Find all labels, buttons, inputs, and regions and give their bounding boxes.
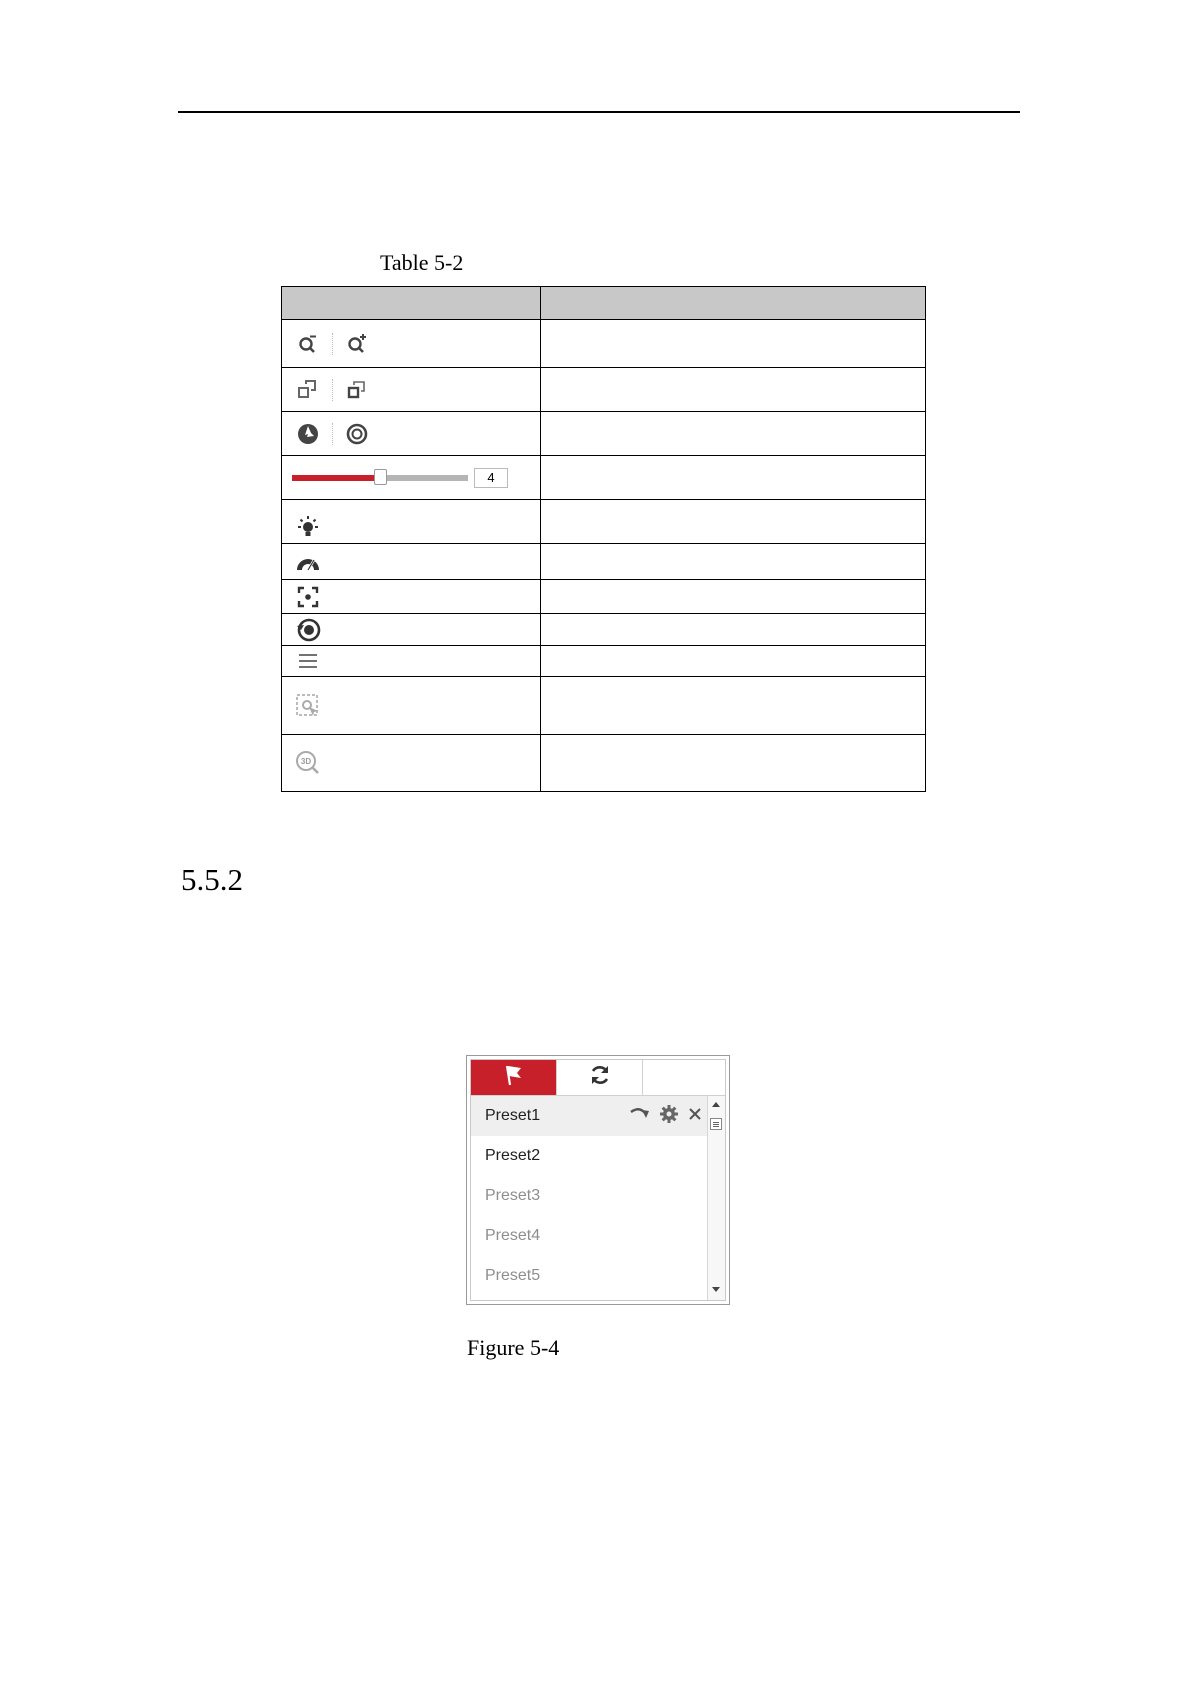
- call-preset-icon[interactable]: [629, 1105, 651, 1128]
- table-row: [282, 320, 926, 368]
- table-row: [282, 544, 926, 580]
- speed-value-field[interactable]: 4: [474, 468, 508, 488]
- 3d-zoom-icon[interactable]: [294, 749, 322, 777]
- speed-slider[interactable]: [282, 468, 540, 488]
- table-description-cell: [541, 580, 926, 614]
- list-item[interactable]: [471, 1136, 707, 1176]
- table-row: [282, 735, 926, 792]
- table-description-cell: [541, 500, 926, 544]
- section-number: 5.5.2: [181, 862, 243, 897]
- table-header-cell: [282, 287, 541, 320]
- table-header-row: [282, 287, 926, 320]
- preset-list: [471, 1096, 707, 1300]
- table-description-cell: [541, 368, 926, 412]
- preset-label: Preset4: [485, 1227, 541, 1244]
- patrol-refresh-icon: [588, 1063, 612, 1092]
- speed-slider-track[interactable]: [292, 475, 468, 481]
- focus-far-icon[interactable]: [343, 376, 371, 404]
- manual-tracking-icon[interactable]: [294, 692, 322, 720]
- focus-near-icon[interactable]: [294, 376, 322, 404]
- table-row: [282, 614, 926, 646]
- preset-flag-icon: [504, 1064, 524, 1091]
- light-icon[interactable]: [294, 513, 322, 541]
- iris-close-icon[interactable]: [343, 420, 371, 448]
- list-item[interactable]: [471, 1096, 707, 1136]
- lens-initialization-icon[interactable]: [294, 616, 322, 644]
- preset-label: Preset5: [485, 1267, 541, 1284]
- table-description-cell: [541, 646, 926, 677]
- set-preset-icon[interactable]: [659, 1104, 679, 1129]
- table-description-cell: [541, 456, 926, 500]
- preset-list-scrollbar[interactable]: [707, 1096, 725, 1300]
- table-row: [282, 500, 926, 544]
- tab-empty[interactable]: [643, 1060, 725, 1095]
- table-row: [282, 580, 926, 614]
- table-description-cell: [541, 677, 926, 735]
- tab-preset[interactable]: [471, 1060, 557, 1095]
- table-row: [282, 412, 926, 456]
- preset-actions: [629, 1096, 703, 1136]
- preset-label: Preset2: [485, 1147, 541, 1164]
- table-description-cell: [541, 614, 926, 646]
- preset-tab-bar: [471, 1060, 725, 1096]
- list-item[interactable]: [471, 1216, 707, 1256]
- scroll-grip-icon[interactable]: [710, 1118, 722, 1130]
- svg-text:3D: 3D: [300, 757, 312, 766]
- iris-open-icon[interactable]: [294, 420, 322, 448]
- table-row: [282, 368, 926, 412]
- table-row: [282, 646, 926, 677]
- table-description-cell: [541, 412, 926, 456]
- menu-icon[interactable]: [294, 647, 322, 675]
- tab-patrol[interactable]: [557, 1060, 643, 1095]
- figure-caption: Figure 5-4: [467, 1335, 560, 1360]
- ptz-control-table: [281, 286, 926, 792]
- zoom-out-icon[interactable]: [294, 330, 322, 358]
- table-caption: Table 5-2: [380, 250, 464, 275]
- scroll-down-arrow-icon[interactable]: [712, 1287, 720, 1292]
- wiper-icon[interactable]: [294, 548, 322, 576]
- table-row: [282, 456, 926, 500]
- delete-preset-icon[interactable]: [687, 1106, 703, 1127]
- table-row: [282, 677, 926, 735]
- header-rule: [178, 111, 1020, 113]
- preset-label: Preset3: [485, 1187, 541, 1204]
- scroll-up-arrow-icon[interactable]: [712, 1102, 720, 1107]
- table-description-cell: [541, 544, 926, 580]
- zoom-in-icon[interactable]: [343, 330, 371, 358]
- table-header-cell: [541, 287, 926, 320]
- speed-slider-fill: [292, 475, 380, 481]
- preset-label: Preset1: [485, 1107, 541, 1124]
- list-item[interactable]: [471, 1256, 707, 1296]
- table-description-cell: [541, 320, 926, 368]
- speed-slider-thumb[interactable]: [374, 469, 387, 485]
- preset-panel: [466, 1055, 730, 1305]
- table-description-cell: [541, 735, 926, 792]
- list-item[interactable]: [471, 1176, 707, 1216]
- auxiliary-focus-icon[interactable]: [294, 583, 322, 611]
